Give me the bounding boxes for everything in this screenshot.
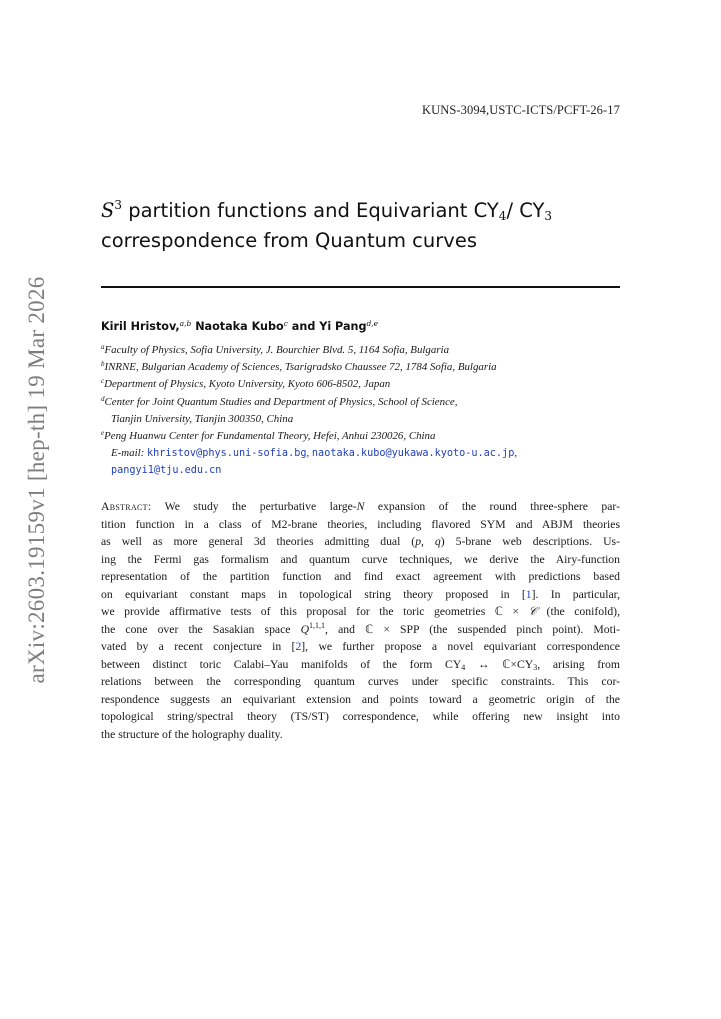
- email-row: [101, 462, 631, 479]
- abstract-line: the structure of the holography duality.: [101, 727, 283, 741]
- abstract-line: topological string/spectral theory (TS/ST) correspondence, while offering new insight into: [101, 710, 620, 723]
- abstract-line: [101, 586, 620, 604]
- abstract-math-sub: 4: [461, 662, 466, 672]
- affiliation-item: [101, 359, 631, 376]
- abstract-text: the cone over the Sasakian space: [101, 622, 301, 636]
- abstract-text: We study the perturbative large-: [151, 500, 357, 513]
- affiliation-item: [101, 376, 631, 393]
- email-row: [101, 445, 631, 462]
- abstract-text: on equivariant constant maps in topological string theory proposed in [: [101, 587, 526, 601]
- title-sub-2: 3: [544, 209, 553, 223]
- email-separator: ,: [514, 447, 518, 460]
- abstract-heading: Abstract:: [101, 500, 152, 513]
- affiliation-item: [101, 428, 631, 445]
- citation-link[interactable]: 2: [295, 640, 302, 653]
- affiliation-item: [101, 394, 631, 411]
- citation-link[interactable]: 1: [525, 587, 532, 601]
- affiliation-text: INRNE, Bulgarian Academy of Sciences, Tsarigradsko Chaussee 72, 1784 Sofia, Bulgaria: [104, 361, 497, 374]
- abstract-line: [101, 498, 620, 516]
- affiliation-item: [101, 342, 631, 359]
- author-name: Kiril Hristov,: [101, 320, 180, 333]
- abstract-line: respondence suggests an equivariant extension and points toward a geometric origin of the: [101, 692, 620, 706]
- affiliation-mark: b: [101, 360, 105, 369]
- affiliation-mark: d: [101, 394, 105, 403]
- abstract-line: [101, 656, 620, 674]
- affiliation-text: Center for Joint Quantum Studies and Department of Physics, School of Science,: [104, 395, 458, 408]
- title-text-2: / CY: [506, 199, 545, 222]
- email-link[interactable]: pangyi1@tju.edu.cn: [111, 465, 222, 477]
- abstract-math: Q: [300, 622, 310, 636]
- affiliation-text: Department of Physics, Kyoto University, Kyoto 606-8502, Japan: [104, 378, 391, 391]
- abstract-text: expansion of the round three-sphere par-: [364, 500, 620, 513]
- email-link[interactable]: khristov@phys.uni-sofia.bg: [147, 448, 307, 460]
- abstract-line: ing the Fermi gas formalism and quantum curve techniques, we derive the Airy-function: [101, 552, 620, 566]
- abstract-text: (the conifold),: [537, 605, 620, 618]
- author-name: and Yi Pang: [287, 320, 367, 333]
- title-symbol: S: [101, 199, 115, 222]
- report-number: KUNS-3094,USTC-ICTS/PCFT-26-17: [421, 103, 620, 117]
- email-label: E-mail:: [111, 447, 147, 460]
- abstract-line: [101, 638, 620, 656]
- abstract-line: tition function in a class of M2-brane theories, including flavored SYM and ABJM theories: [101, 517, 620, 531]
- title-line-2: correspondence from Quantum curves: [101, 229, 477, 252]
- title-sub-1: 4: [498, 209, 507, 223]
- abstract-line: [101, 603, 620, 621]
- abstract-math: N: [356, 500, 365, 513]
- paper-title: [101, 196, 641, 256]
- arxiv-identifier[interactable]: arXiv:2603.19159v1 [hep-th] 19 Mar 2026: [24, 276, 49, 684]
- abstract-text: ]. In particular,: [531, 587, 620, 601]
- abstract: [101, 498, 620, 743]
- abstract-math: p, q: [415, 535, 441, 548]
- abstract-math-sub: 3: [533, 662, 538, 672]
- email-separator: ,: [306, 447, 312, 460]
- title-text-1: partition functions and Equivariant CY: [122, 199, 499, 222]
- title-symbol-sup: 3: [114, 198, 122, 212]
- abstract-text: , and ℂ × SPP (the suspended pinch point). Moti-: [325, 622, 620, 636]
- abstract-text: , arising from: [537, 657, 620, 671]
- abstract-line: relations between the corresponding quantum curves under specific constraints. This cor-: [101, 675, 620, 688]
- abstract-text: vated by a recent conjecture in [: [101, 640, 296, 653]
- abstract-math: 𝒞: [528, 605, 538, 618]
- abstract-text: ↔ ℂ×CY: [465, 657, 534, 671]
- abstract-line: representation of the partition function and find exact agreement with predictions based: [101, 570, 620, 583]
- author-affiliation-mark: d,e: [366, 319, 379, 328]
- author-name: Naotaka Kubo: [191, 320, 284, 333]
- author-affiliation-mark: a,b: [179, 319, 192, 328]
- email-link[interactable]: naotaka.kubo@yukawa.kyoto-u.ac.jp: [311, 448, 515, 460]
- title-line-1: [101, 196, 641, 226]
- author-affiliation-mark: c: [283, 319, 288, 328]
- abstract-text: between distinct toric Calabi–Yau manifolds of the form CY: [101, 657, 462, 671]
- abstract-text: ) 5-brane web descriptions. Us-: [440, 535, 620, 548]
- affiliation-text: Peng Huanwu Center for Fundamental Theory, Hefei, Anhui 230026, China: [104, 430, 436, 443]
- author-list: [101, 320, 378, 333]
- affiliation-mark: c: [101, 377, 105, 386]
- affiliation-mark: e: [101, 429, 105, 438]
- abstract-line: [101, 533, 620, 551]
- abstract-line: [101, 621, 620, 639]
- affiliation-continuation: Tianjin University, Tianjin 300350, China: [111, 412, 294, 425]
- abstract-text: ], we further propose a novel equivariant correspondence: [301, 640, 620, 653]
- abstract-text: we provide affirmative tests of this proposal for the toric geometries ℂ ×: [101, 605, 529, 618]
- affiliation-text: Faculty of Physics, Sofia University, J. Bourchier Blvd. 5, 1164 Sofia, Bulgaria: [104, 344, 450, 356]
- abstract-text: as well as more general 3d theories admitting dual (: [101, 535, 416, 548]
- title-rule: [101, 286, 620, 288]
- abstract-math-sup: 1,1,1: [309, 620, 326, 630]
- affiliation-list: [101, 342, 631, 480]
- affiliation-mark: a: [101, 343, 105, 351]
